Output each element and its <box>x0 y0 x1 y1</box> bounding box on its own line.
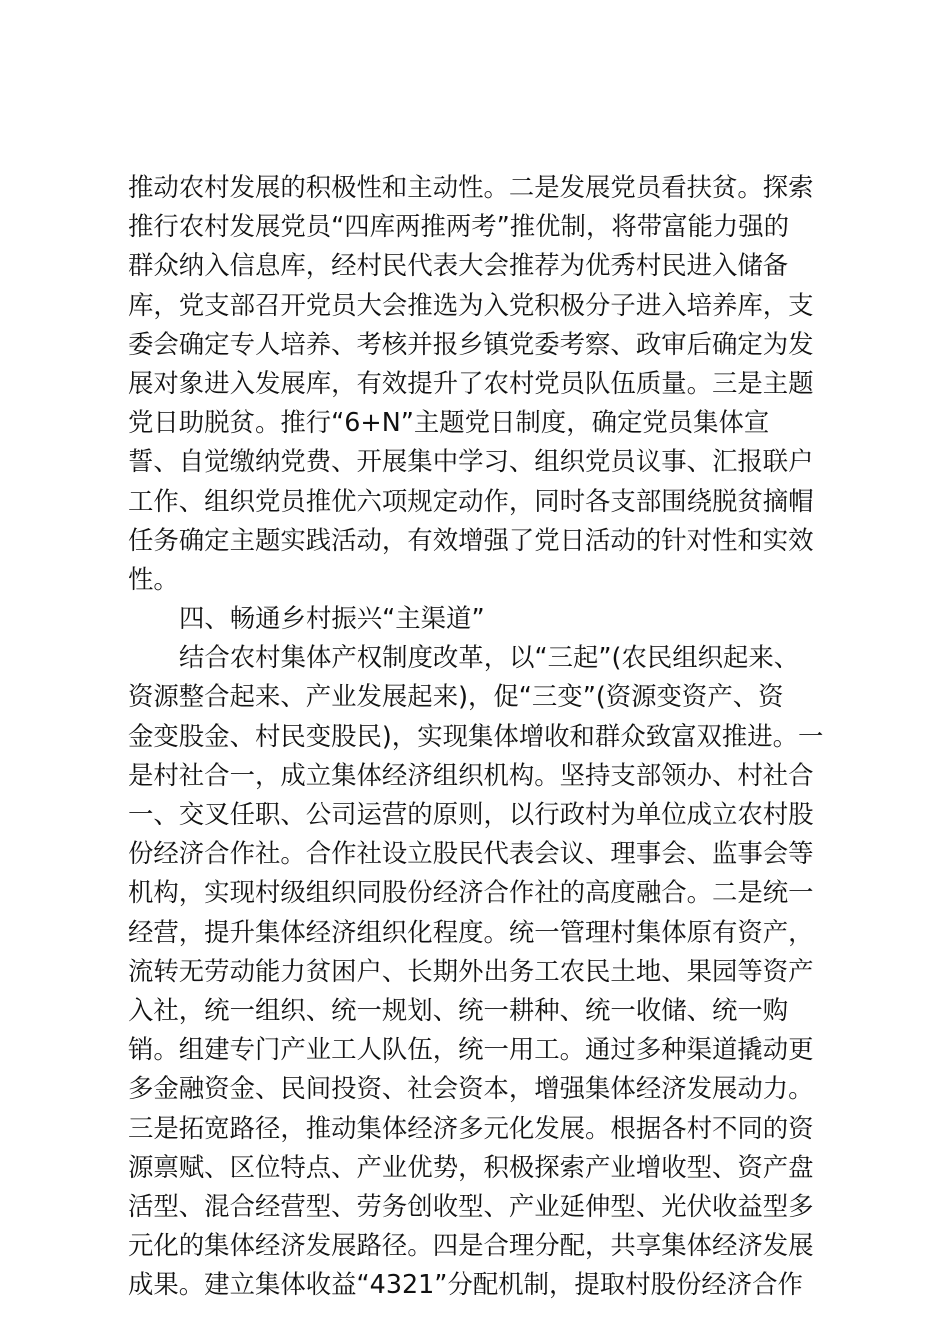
paragraph-2 <box>128 638 838 1304</box>
text-line: 源禀赋、区位特点、产业优势，积极探索产业增收型、资产盘 <box>128 1151 814 1182</box>
text-line: 党日助脱贫。推行“6+N”主题党日制度，确定党员集体宣 <box>128 407 770 438</box>
text-line: 元化的集体经济发展路径。四是合理分配，共享集体经济发展 <box>128 1230 814 1261</box>
text-line: 委会确定专人培养、考核并报乡镇党委考察、政审后确定为发 <box>128 328 814 359</box>
text-line: 工作、组织党员推优六项规定动作，同时各支部围绕脱贫摘帽 <box>128 485 814 516</box>
text-line: 成果。建立集体收益“4321”分配机制，提取村股份经济合作 <box>128 1269 803 1300</box>
paragraph-1 <box>128 168 838 599</box>
text-line: 销。组建专门产业工人队伍，统一用工。通过多种渠道撬动更 <box>128 1034 814 1065</box>
text-line: 任务确定主题实践活动，有效增强了党日活动的针对性和实效 <box>128 524 814 555</box>
text-line: 资源整合起来、产业发展起来)，促“三变”(资源变资产、资 <box>128 681 784 712</box>
text-line: 展对象进入发展库，有效提升了农村党员队伍质量。三是主题 <box>128 367 814 398</box>
text-line: 多金融资金、民间投资、社会资本，增强集体经济发展动力。 <box>128 1073 814 1104</box>
text-line: 三是拓宽路径，推动集体经济多元化发展。根据各村不同的资 <box>128 1112 814 1143</box>
section-heading: 四、畅通乡村振兴“主渠道” <box>179 603 485 634</box>
text-line: 金变股金、村民变股民)，实现集体增收和群众致富双推进。一 <box>128 720 824 751</box>
text-line: 活型、混合经营型、劳务创收型、产业延伸型、光伏收益型多 <box>128 1190 814 1221</box>
text-line: 库，党支部召开党员大会推选为入党积极分子进入培养库，支 <box>128 289 814 320</box>
text-line: 推动农村发展的积极性和主动性。二是发展党员看扶贫。探索 <box>128 172 814 202</box>
text-line: 性。 <box>128 563 179 594</box>
text-line: 结合农村集体产权制度改革，以“三起”(农民组织起来、 <box>179 642 800 673</box>
text-line: 流转无劳动能力贫困户、长期外出务工农民土地、果园等资产 <box>128 955 814 986</box>
text-line: 机构，实现村级组织同股份经济合作社的高度融合。二是统一 <box>128 877 814 908</box>
text-line: 经营，提升集体经济组织化程度。统一管理村集体原有资产， <box>128 916 814 947</box>
text-line: 群众纳入信息库，经村民代表大会推荐为优秀村民进入储备 <box>128 250 789 281</box>
document-body <box>128 168 838 1304</box>
text-line: 一、交叉任职、公司运营的原则，以行政村为单位成立农村股 <box>128 799 814 829</box>
text-line: 份经济合作社。合作社设立股民代表会议、理事会、监事会等 <box>128 838 814 869</box>
text-line: 推行农村发展党员“四库两推两考”推优制，将带富能力强的 <box>128 211 790 242</box>
text-line: 是村社合一，成立集体经济组织机构。坚持支部领办、村社合 <box>128 759 814 790</box>
text-line: 誓、自觉缴纳党费、开展集中学习、组织党员议事、汇报联户 <box>128 446 814 477</box>
text-line: 入社，统一组织、统一规划、统一耕种、统一收储、统一购 <box>128 994 789 1025</box>
